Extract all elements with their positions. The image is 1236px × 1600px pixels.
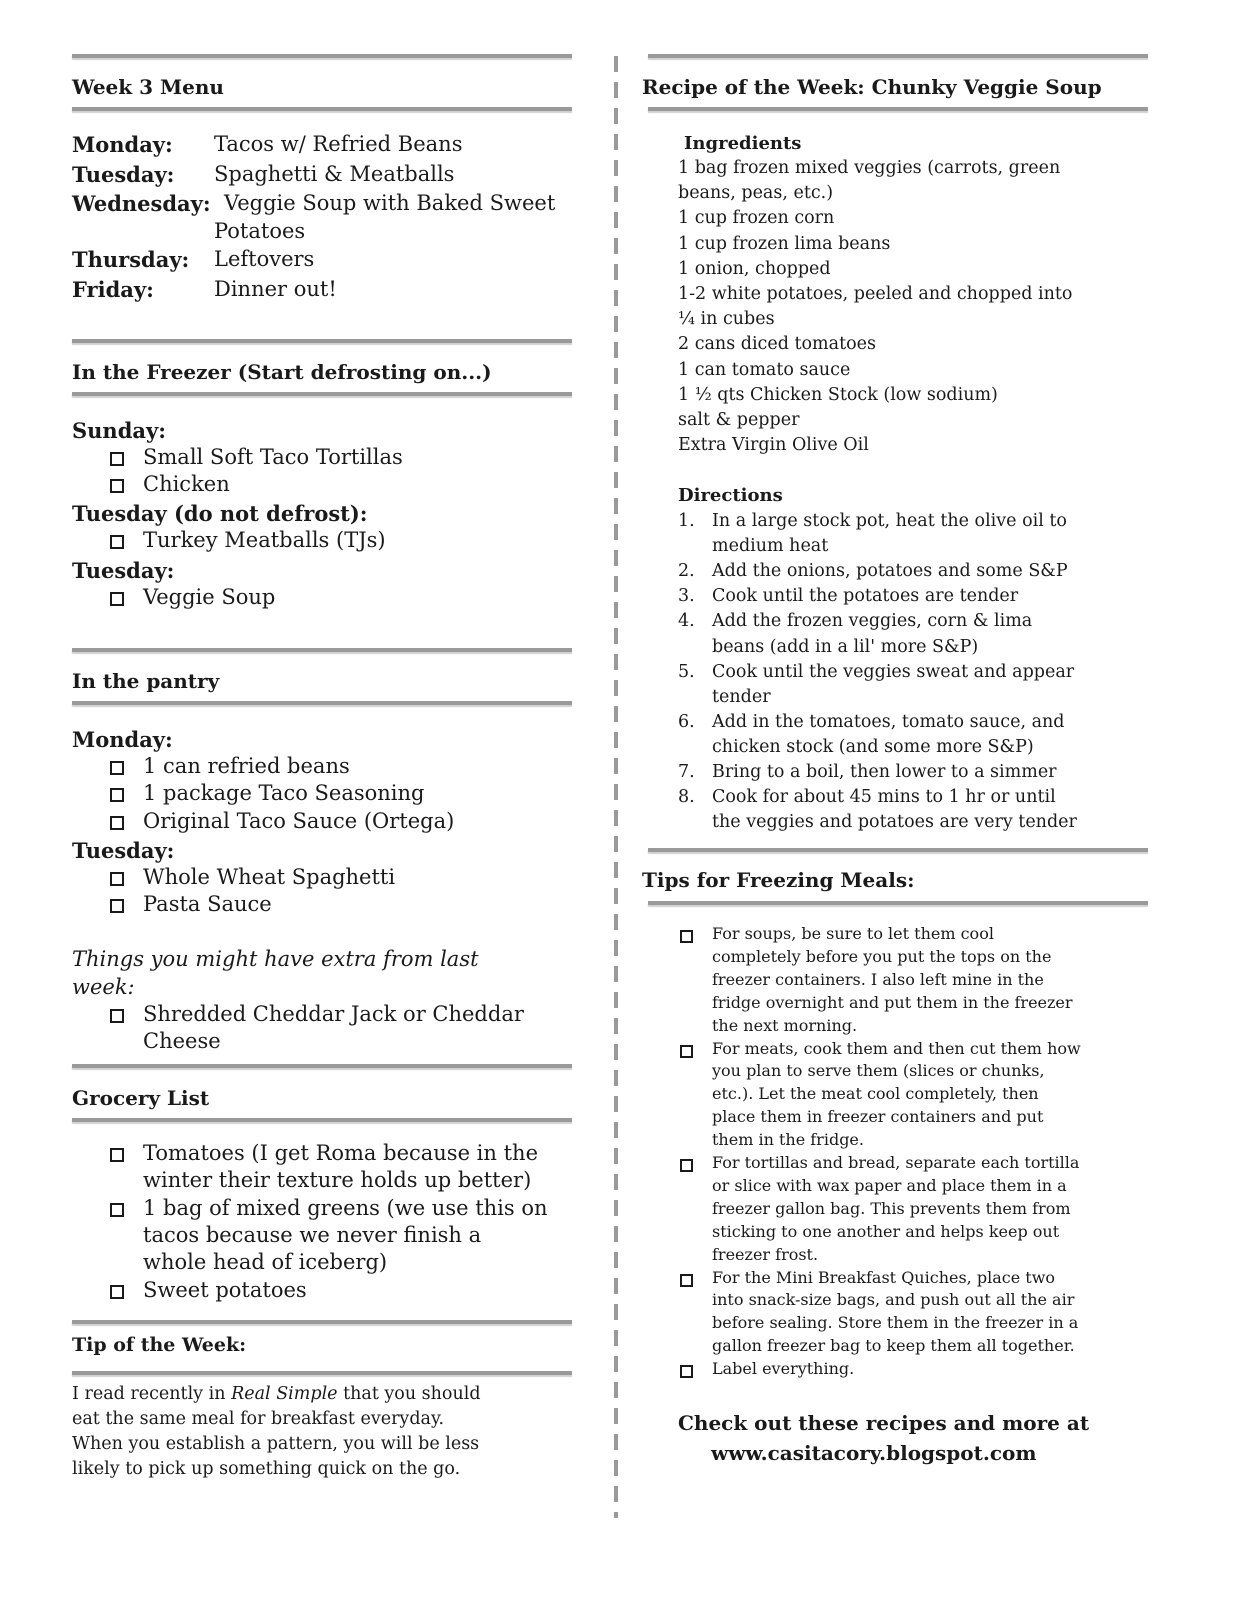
ingredient-line: ¼ in cubes bbox=[678, 309, 775, 330]
pantry-tuesday-label: Tuesday: bbox=[72, 838, 175, 863]
menu-day: Wednesday: bbox=[72, 191, 211, 216]
direction-text: Bring to a boil, then lower to a simmer bbox=[712, 762, 1057, 782]
menu-meal: Potatoes bbox=[214, 219, 306, 243]
freezer-item: Chicken bbox=[143, 472, 230, 496]
menu-meal: Veggie Soup with Baked Sweet bbox=[224, 191, 556, 215]
checkbox[interactable] bbox=[110, 787, 124, 806]
direction-text: Cook until the veggies sweat and appear bbox=[712, 661, 1075, 682]
freezing-tip-line: For meats, cook them and then cut them how bbox=[712, 1038, 1081, 1058]
ingredient-line: 1 onion, chopped bbox=[678, 258, 831, 279]
ingredients-label: Ingredients bbox=[684, 133, 802, 154]
checkbox[interactable] bbox=[110, 1008, 124, 1027]
ingredient-line: beans, peas, etc.) bbox=[678, 183, 834, 204]
recipe-title: Recipe of the Week: Chunky Veggie Soup bbox=[642, 75, 1102, 99]
tip-title: Tip of the Week: bbox=[72, 1334, 247, 1356]
direction-text: medium heat bbox=[712, 536, 829, 557]
pantry-item: Pasta Sauce bbox=[143, 892, 272, 916]
checkbox[interactable] bbox=[110, 898, 124, 917]
freezer-item: Small Soft Taco Tortillas bbox=[143, 445, 403, 469]
menu-day: Friday: bbox=[72, 277, 154, 302]
pantry-extra-line1: Things you might have extra from last bbox=[72, 947, 479, 971]
grocery-item-line: tacos because we never finish a bbox=[143, 1223, 482, 1247]
grocery-title: Grocery List bbox=[72, 1086, 210, 1110]
section-rule bbox=[72, 392, 572, 396]
ingredient-line: 1-2 white potatoes, peeled and chopped into bbox=[678, 284, 1073, 304]
tip-line1: I read recently in Real Simple that you should bbox=[72, 1384, 481, 1404]
freezing-tip-line: place them in freezer containers and put bbox=[712, 1107, 1044, 1127]
section-rule bbox=[648, 848, 1148, 852]
freezing-tip-line: sticking to one another and helps keep out bbox=[712, 1221, 1060, 1241]
grocery-item-line: Sweet potatoes bbox=[143, 1278, 307, 1302]
ingredient-line: 1 ½ qts Chicken Stock (low sodium) bbox=[678, 384, 998, 405]
ingredient-line: 1 can tomato sauce bbox=[678, 359, 851, 380]
checkbox[interactable] bbox=[110, 591, 124, 610]
grocery-item-line: Tomatoes (I get Roma because in the bbox=[143, 1141, 538, 1165]
freezing-tip-line: freezer gallon bag. This prevents them from bbox=[712, 1198, 1071, 1218]
section-rule bbox=[648, 901, 1148, 905]
checkbox[interactable] bbox=[110, 815, 124, 834]
section-rule bbox=[72, 1064, 572, 1068]
section-rule bbox=[72, 1118, 572, 1122]
tip-line3: When you establish a pattern, you will be less bbox=[72, 1434, 480, 1454]
checkbox[interactable] bbox=[110, 760, 124, 779]
section-rule bbox=[72, 339, 572, 343]
column-divider bbox=[614, 56, 618, 1518]
tip-source: Real Simple bbox=[231, 1384, 338, 1404]
checkbox[interactable] bbox=[680, 1272, 693, 1291]
pantry-extra-item-line2: Cheese bbox=[143, 1029, 221, 1053]
checkbox[interactable] bbox=[680, 1157, 693, 1176]
direction-text: In a large stock pot, heat the olive oil to bbox=[712, 511, 1067, 531]
pantry-item: Whole Wheat Spaghetti bbox=[143, 865, 396, 889]
direction-text: Add in the tomatoes, tomato sauce, and bbox=[712, 711, 1065, 732]
section-rule bbox=[72, 1371, 572, 1375]
freezing-tip-line: before sealing. Store them in the freezer in a bbox=[712, 1313, 1079, 1333]
freezer-item: Veggie Soup bbox=[143, 585, 276, 609]
freezer-tuesday-label: Tuesday: bbox=[72, 558, 175, 583]
direction-number: 6. bbox=[678, 711, 695, 732]
freezing-tip-line: gallon freezer bag to keep them all together. bbox=[712, 1336, 1075, 1356]
freezing-tips-title: Tips for Freezing Meals: bbox=[642, 868, 915, 892]
direction-text: the veggies and potatoes are very tender bbox=[712, 812, 1077, 833]
ingredient-line: Extra Virgin Olive Oil bbox=[678, 435, 869, 456]
ingredient-line: 2 cans diced tomatoes bbox=[678, 334, 876, 355]
tip-line2: eat the same meal for breakfast everyday. bbox=[72, 1409, 445, 1429]
freezer-tuesday-nd-label: Tuesday (do not defrost): bbox=[72, 501, 368, 526]
direction-text: Cook for about 45 mins to 1 hr or until bbox=[712, 787, 1056, 808]
menu-day: Tuesday: bbox=[72, 162, 175, 187]
direction-number: 2. bbox=[678, 561, 695, 582]
freezing-tip-line: For tortillas and bread, separate each tortilla bbox=[712, 1153, 1080, 1172]
freezer-title: In the Freezer (Start defrosting on...) bbox=[72, 360, 492, 384]
freezing-tip-line: you plan to serve them (slices or chunks, bbox=[712, 1061, 1045, 1081]
freezing-tip-line: or slice with wax paper and place them in a bbox=[712, 1175, 1067, 1195]
freezing-tip-line: Label everything. bbox=[712, 1359, 855, 1379]
menu-meal: Spaghetti & Meatballs bbox=[214, 162, 455, 186]
section-rule bbox=[72, 1320, 572, 1324]
checkbox[interactable] bbox=[680, 1043, 693, 1062]
checkbox[interactable] bbox=[680, 1363, 693, 1382]
ingredient-line: 1 cup frozen lima beans bbox=[678, 233, 891, 254]
ingredient-line: 1 cup frozen corn bbox=[678, 208, 835, 229]
footer-line1: Check out these recipes and more at bbox=[678, 1411, 1090, 1435]
menu-meal: Dinner out! bbox=[214, 277, 337, 301]
grocery-item-line: winter their texture holds up better) bbox=[143, 1168, 532, 1192]
checkbox[interactable] bbox=[680, 928, 693, 947]
direction-number: 1. bbox=[678, 511, 695, 531]
section-rule bbox=[72, 648, 572, 652]
freezer-item: Turkey Meatballs (TJs) bbox=[143, 528, 386, 552]
freezing-tip-line: freezer containers. I also left mine in the bbox=[712, 969, 1044, 989]
direction-number: 4. bbox=[678, 611, 695, 632]
pantry-extra-line2: week: bbox=[72, 975, 135, 999]
direction-text: Add the frozen veggies, corn & lima bbox=[712, 611, 1033, 632]
directions-label: Directions bbox=[678, 485, 783, 506]
tip-line4: likely to pick up something quick on the go. bbox=[72, 1459, 461, 1479]
grocery-item-line: whole head of iceberg) bbox=[143, 1250, 388, 1274]
freezing-tip-line: For the Mini Breakfast Quiches, place two bbox=[712, 1267, 1056, 1287]
pantry-title: In the pantry bbox=[72, 669, 220, 693]
pantry-item: Original Taco Sauce (Ortega) bbox=[143, 809, 455, 833]
direction-number: 7. bbox=[678, 762, 695, 782]
section-rule bbox=[72, 107, 572, 111]
freezing-tip-line: etc.). Let the meat cool completely, then bbox=[712, 1084, 1039, 1104]
freezing-tip-line: For soups, be sure to let them cool bbox=[712, 924, 994, 943]
ingredient-line: salt & pepper bbox=[678, 410, 800, 430]
grocery-item-line: 1 bag of mixed greens (we use this on bbox=[143, 1196, 548, 1220]
menu-meal: Leftovers bbox=[214, 247, 315, 271]
checkbox[interactable] bbox=[110, 534, 124, 553]
freezing-tip-line: freezer frost. bbox=[712, 1244, 819, 1264]
menu-day: Thursday: bbox=[72, 247, 190, 272]
checkbox[interactable] bbox=[110, 478, 124, 497]
section-rule bbox=[648, 54, 1148, 58]
menu-title: Week 3 Menu bbox=[72, 75, 224, 99]
footer-url[interactable]: www.casitacory.blogspot.com bbox=[711, 1441, 1037, 1465]
freezing-tip-line: completely before you put the tops on the bbox=[712, 946, 1052, 966]
direction-number: 3. bbox=[678, 586, 695, 607]
direction-text: tender bbox=[712, 686, 771, 707]
checkbox[interactable] bbox=[110, 1202, 124, 1221]
direction-text: Cook until the potatoes are tender bbox=[712, 586, 1019, 607]
pantry-item: 1 package Taco Seasoning bbox=[143, 781, 425, 805]
freezing-tip-line: the next morning. bbox=[712, 1015, 858, 1035]
freezing-tip-line: fridge overnight and put them in the freezer bbox=[712, 992, 1073, 1012]
checkbox[interactable] bbox=[110, 871, 124, 890]
section-rule bbox=[648, 107, 1148, 111]
pantry-item: 1 can refried beans bbox=[143, 754, 350, 778]
menu-day: Monday: bbox=[72, 132, 173, 157]
direction-text: Add the onions, potatoes and some S&P bbox=[712, 561, 1068, 582]
direction-number: 5. bbox=[678, 661, 695, 682]
direction-text: beans (add in a lil' more S&P) bbox=[712, 636, 979, 657]
freezing-tip-line: them in the fridge. bbox=[712, 1130, 864, 1150]
menu-meal: Tacos w/ Refried Beans bbox=[214, 132, 463, 156]
direction-text: chicken stock (and some more S&P) bbox=[712, 736, 1034, 757]
checkbox[interactable] bbox=[110, 1284, 124, 1303]
section-rule bbox=[72, 701, 572, 705]
direction-number: 8. bbox=[678, 787, 695, 808]
freezer-sunday-label: Sunday: bbox=[72, 418, 166, 443]
checkbox[interactable] bbox=[110, 1147, 124, 1166]
freezing-tip-line: into snack-size bags, and push out all the air bbox=[712, 1290, 1075, 1310]
section-rule bbox=[72, 54, 572, 58]
ingredient-line: 1 bag frozen mixed veggies (carrots, green bbox=[678, 158, 1061, 178]
checkbox[interactable] bbox=[110, 451, 124, 470]
pantry-monday-label: Monday: bbox=[72, 727, 173, 752]
pantry-extra-item-line1: Shredded Cheddar Jack or Cheddar bbox=[143, 1002, 524, 1026]
